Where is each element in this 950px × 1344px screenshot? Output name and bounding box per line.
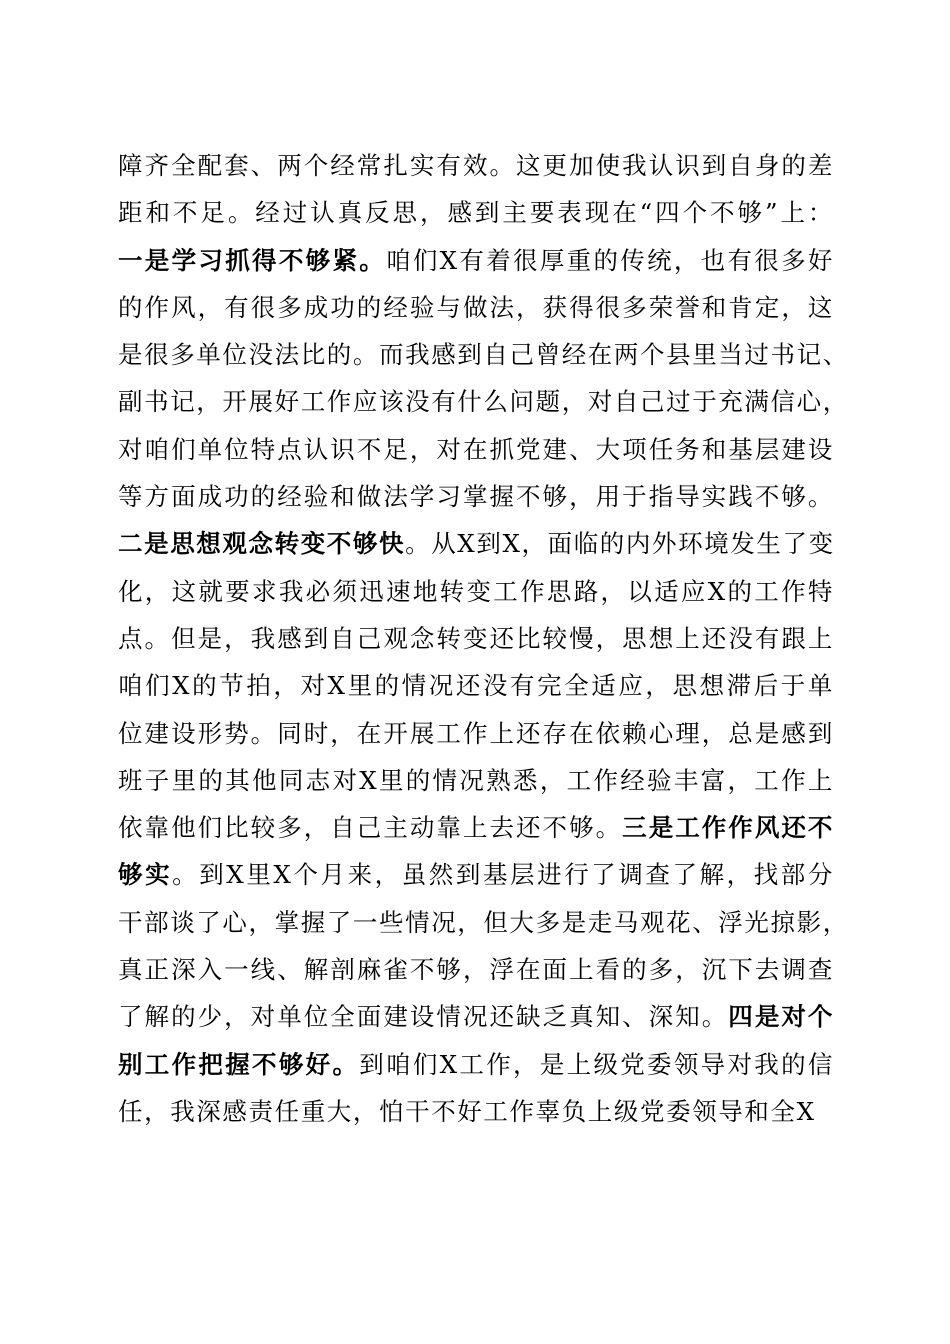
text-line — [118, 662, 834, 709]
text-segment: 干部谈了心，掌握了一些情况，但大多是走马观花、浮光掠影， — [118, 907, 849, 937]
text-line — [118, 189, 834, 236]
bold-heading-text: 四是对个 — [728, 1002, 834, 1032]
bold-heading-text: 一是学习抓得不够紧。 — [118, 245, 387, 275]
text-line — [118, 710, 834, 757]
text-line — [118, 473, 834, 520]
text-line — [118, 993, 834, 1040]
text-line — [118, 237, 834, 284]
text-segment: 咱们X有着很厚重的传统，也有很多好 — [386, 245, 835, 275]
text-segment: 等方面成功的经验和做法学习掌握不够，用于指导实践不够。 — [118, 482, 834, 512]
text-segment: 真正深入一线、解剖麻雀不够，浮在面上看的多，沉下去调查 — [118, 955, 834, 985]
text-line — [118, 1088, 834, 1135]
text-segment: 。到X里X个月来，虽然到基层进行了调查了解，找部分 — [172, 860, 834, 890]
text-segment: 咱们X的节拍，对X里的情况还没有完全适应，思想滞后于单 — [118, 671, 834, 701]
text-segment: 距和不足。经过认真反思，感到主要表现在“四个不够”上： — [118, 198, 834, 228]
text-segment: 化，这就要求我必须迅速地转变工作思路，以适应X的工作特 — [118, 576, 834, 606]
text-segment: 到咱们X工作，是上级党委领导对我的信 — [359, 1049, 834, 1079]
text-segment: 是很多单位没法比的。而我感到自己曾经在两个县里当过书记、 — [118, 340, 849, 370]
text-line — [118, 426, 834, 473]
bold-heading-text: 三是工作作风还不 — [622, 813, 834, 843]
bold-heading-text: 别工作把握不够好。 — [118, 1049, 360, 1079]
text-line — [118, 142, 834, 189]
text-segment: 障齐全配套、两个经常扎实有效。这更加使我认识到自身的差 — [118, 151, 834, 180]
text-segment: 任，我深感责任重大，怕干不好工作辜负上级党委领导和全X — [118, 1096, 816, 1126]
text-line — [118, 804, 834, 851]
text-segment: 。从X到X，面临的内外环境发生了变 — [405, 529, 835, 559]
bold-heading-text: 够实 — [118, 860, 173, 890]
text-line — [118, 899, 849, 946]
text-segment: 依靠他们比较多，自己主动靠上去还不够。 — [118, 813, 623, 843]
text-segment: 了解的少，对单位全面建设情况还缺乏真知、深知。 — [118, 1002, 729, 1032]
text-segment: 的作风，有很多成功的经验与做法，获得很多荣誉和肯定，这 — [118, 292, 834, 322]
text-line — [118, 568, 834, 615]
text-segment: 位建设形势。同时，在开展工作上还存在依赖心理，总是感到 — [118, 718, 834, 748]
body-text — [118, 142, 849, 1135]
text-line — [118, 757, 834, 804]
text-line — [118, 615, 834, 662]
text-line — [118, 284, 834, 331]
text-line — [118, 1041, 834, 1088]
text-segment: 点。但是，我感到自己观念转变还比较慢，思想上还没有跟上 — [118, 623, 834, 653]
text-line — [118, 946, 834, 993]
text-line — [118, 520, 834, 567]
text-line — [118, 378, 849, 425]
bold-heading-text: 二是思想观念转变不够快 — [118, 529, 406, 559]
text-segment: 班子里的其他同志对X里的情况熟悉，工作经验丰富，工作上 — [118, 765, 834, 795]
text-line — [118, 331, 849, 378]
text-segment: 对咱们单位特点认识不足，对在抓党建、大项任务和基层建设 — [118, 434, 834, 464]
text-line — [118, 851, 834, 898]
text-segment: 副书记，开展好工作应该没有什么问题，对自己过于充满信心， — [118, 387, 849, 417]
